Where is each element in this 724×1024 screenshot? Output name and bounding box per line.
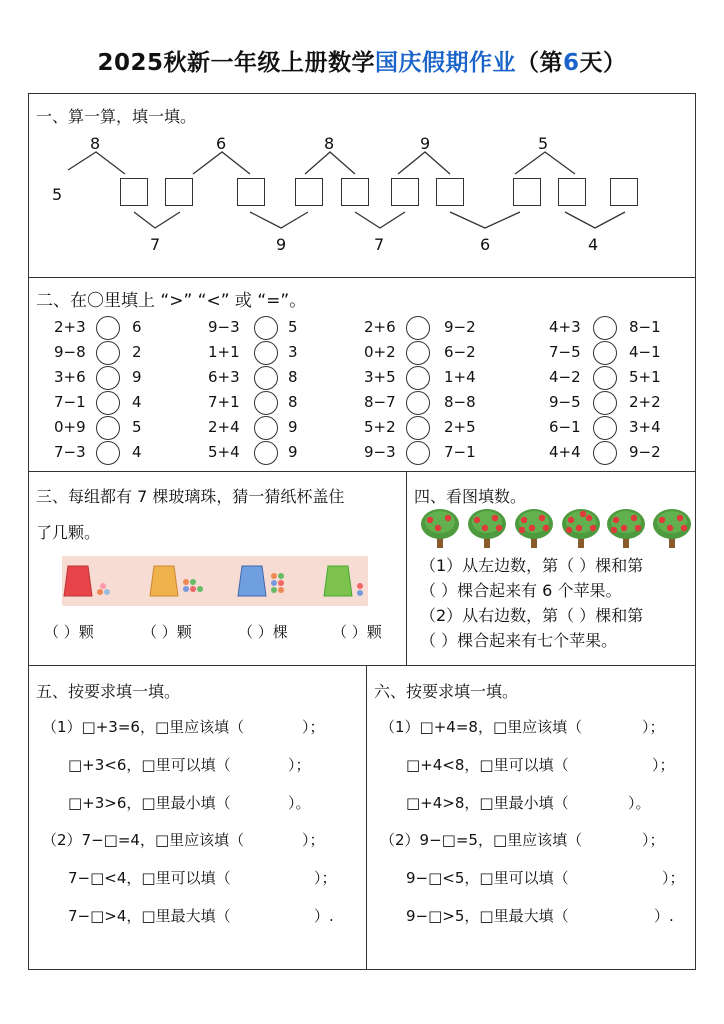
title-day: 6 [563,50,580,76]
apple-tree-icon [512,506,556,550]
s5-item: 7−□<4，□里可以填（ [68,869,231,887]
compare-right: 3+4 [629,418,661,436]
compare-left: 5+2 [364,418,396,436]
s6-item-end: ）； [642,718,665,736]
compare-circle[interactable] [593,441,617,465]
section-3-heading-2: 了几颗。 [36,523,101,542]
compare-circle[interactable] [254,391,278,415]
compare-circle[interactable] [406,441,430,465]
compare-left: 5+4 [208,443,240,461]
compare-circle[interactable] [254,366,278,390]
compare-left: 1+1 [208,343,240,361]
compare-right: 8 [288,368,298,386]
compare-left: 3+6 [54,368,86,386]
compare-right: 8−8 [444,393,476,411]
compare-right: 9−2 [444,318,476,336]
answer-box[interactable] [120,178,148,206]
apple-tree-icon [465,506,509,550]
divider [406,471,407,665]
answer-box[interactable] [237,178,265,206]
compare-circle[interactable] [593,316,617,340]
compare-circle[interactable] [254,316,278,340]
compare-left: 9−5 [549,393,581,411]
apple-tree-icon [559,506,603,550]
compare-right: 5 [132,418,142,436]
answer-box[interactable] [513,178,541,206]
s5-item: □+3>6，□里最小填（ [68,794,231,812]
compare-left: 2+4 [208,418,240,436]
s5-item: 7−□>4，□里最大填（ [68,907,231,925]
compare-left: 7−5 [549,343,581,361]
compare-circle[interactable] [96,416,120,440]
cup-answer[interactable]: （ ）棵 [238,623,288,641]
compare-right: 9 [288,443,298,461]
compare-right: 9−2 [629,443,661,461]
s5-item-end: ）。 [288,794,311,812]
s5-item: （1）□+3=6，□里应该填（ [42,718,245,736]
s6-item: 9−□<5，□里可以填（ [406,869,569,887]
compare-left: 8−7 [364,393,396,411]
compare-circle[interactable] [96,341,120,365]
answer-box[interactable] [391,178,419,206]
bottom-number: 7 [374,235,385,254]
apple-tree-icon [650,506,694,550]
compare-left: 3+5 [364,368,396,386]
section-1-lines [0,0,724,280]
s5-item-end: ）； [288,756,311,774]
s5-item-end: ）. [314,907,334,925]
compare-left: 2+3 [54,318,86,336]
compare-left: 4+4 [549,443,581,461]
bottom-number: 9 [276,235,287,254]
top-number: 8 [90,134,101,153]
cup-icon [150,566,178,596]
compare-circle[interactable] [406,366,430,390]
top-number: 9 [420,134,431,153]
top-number: 5 [538,134,549,153]
section-4-heading: 四、看图填数。 [414,487,527,506]
s6-item-end: ）。 [628,794,651,812]
s5-item-end: ）； [314,869,337,887]
s5-item-end: ）； [302,831,325,849]
compare-left: 6+3 [208,368,240,386]
compare-left: 0+2 [364,343,396,361]
compare-circle[interactable] [593,341,617,365]
compare-left: 4−2 [549,368,581,386]
s6-item: （1）□+4=8，□里应该填（ [380,718,583,736]
compare-right: 7−1 [444,443,476,461]
section-5-heading: 五、按要求填一填。 [36,682,181,701]
s4-line: （ ）棵合起来有七个苹果。 [420,631,618,650]
bottom-number: 4 [588,235,599,254]
cups-illustration [62,556,368,606]
section-3-heading: 三、每组都有 7 棵玻璃珠，猜一猜纸杯盖住 [36,487,345,506]
compare-left: 7−1 [54,393,86,411]
top-number: 6 [216,134,227,153]
compare-right: 2+2 [629,393,661,411]
compare-circle[interactable] [406,341,430,365]
answer-box[interactable] [610,178,638,206]
s6-item-end: ）； [662,869,685,887]
compare-left: 0+9 [54,418,86,436]
compare-circle[interactable] [254,441,278,465]
cup-icon [324,566,352,596]
s6-item-end: ）； [642,831,665,849]
compare-right: 1+4 [444,368,476,386]
s4-line: （1）从左边数，第（ ）棵和第 [420,556,644,575]
answer-box[interactable] [165,178,193,206]
s5-item: （2）7−□=4，□里应该填（ [42,831,245,849]
s4-line: （2）从右边数，第（ ）棵和第 [420,606,644,625]
compare-right: 2+5 [444,418,476,436]
cup-icon [238,566,266,596]
compare-right: 4−1 [629,343,661,361]
compare-circle[interactable] [406,391,430,415]
compare-right: 5 [288,318,298,336]
compare-right: 2 [132,343,142,361]
bottom-number: 7 [150,235,161,254]
compare-circle[interactable] [96,391,120,415]
s6-item: （2）9−□=5，□里应该填（ [380,831,583,849]
answer-box[interactable] [295,178,323,206]
divider [28,471,696,472]
compare-right: 8 [288,393,298,411]
cup-answer[interactable]: （ ）颗 [332,623,382,641]
s6-item: □+4<8，□里可以填（ [406,756,569,774]
compare-right: 3 [288,343,298,361]
compare-circle[interactable] [96,366,120,390]
title-text: 2025秋新一年级上册数学 [97,50,375,76]
compare-right: 4 [132,443,142,461]
cups-strip [62,556,368,606]
compare-circle[interactable] [593,391,617,415]
s5-item-end: ）； [302,718,325,736]
compare-left: 2+6 [364,318,396,336]
section-2-heading: 二、在〇里填上 “>” “<” 或 “=”。 [36,291,307,311]
compare-left: 9−3 [208,318,240,336]
s6-item-end: ）； [652,756,675,774]
compare-circle[interactable] [254,416,278,440]
divider [366,665,367,970]
s5-item: □+3<6，□里可以填（ [68,756,231,774]
s6-item-end: ）. [654,907,674,925]
compare-left: 9−8 [54,343,86,361]
left-number: 5 [52,185,63,204]
section-1-heading: 一、算一算，填一填。 [36,107,197,126]
compare-right: 4 [132,393,142,411]
answer-box[interactable] [341,178,369,206]
apple-tree-icon [604,506,648,550]
title-text-2: （第 [516,50,563,76]
compare-right: 6−2 [444,343,476,361]
compare-left: 4+3 [549,318,581,336]
compare-left: 7+1 [208,393,240,411]
compare-left: 9−3 [364,443,396,461]
compare-right: 8−1 [629,318,661,336]
compare-left: 7−3 [54,443,86,461]
compare-circle[interactable] [406,316,430,340]
compare-circle[interactable] [254,341,278,365]
cup-answer[interactable]: （ ）颗 [44,623,94,641]
divider [28,665,696,666]
compare-right: 9 [132,368,142,386]
compare-right: 6 [132,318,142,336]
compare-circle[interactable] [96,441,120,465]
compare-circle[interactable] [593,366,617,390]
compare-right: 9 [288,418,298,436]
answer-box[interactable] [558,178,586,206]
compare-circle[interactable] [593,416,617,440]
compare-circle[interactable] [96,316,120,340]
s6-item: □+4>8，□里最小填（ [406,794,569,812]
section-6-heading: 六、按要求填一填。 [374,682,519,701]
s6-item: 9−□>5，□里最大填（ [406,907,569,925]
s4-line: （ ）棵合起来有 6 个苹果。 [420,581,622,600]
cup-icon [64,566,92,596]
compare-circle[interactable] [406,416,430,440]
title-text-3: 天） [579,50,627,76]
compare-right: 5+1 [629,368,661,386]
apple-tree-icon [418,506,462,550]
bottom-number: 6 [480,235,491,254]
compare-left: 6−1 [549,418,581,436]
cup-answer[interactable]: （ ）颗 [142,623,192,641]
title-highlight: 国庆假期作业 [375,50,516,76]
top-number: 8 [324,134,335,153]
answer-box[interactable] [436,178,464,206]
